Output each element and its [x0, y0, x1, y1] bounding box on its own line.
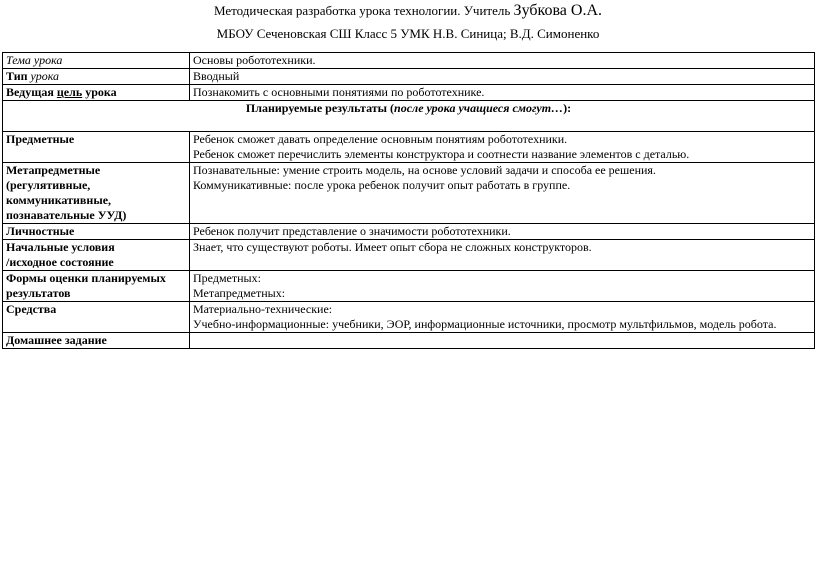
means-value [190, 302, 815, 333]
meta-label-line: (регулятивные, [6, 178, 91, 192]
homework-value [190, 333, 815, 349]
subject-line-2: Ребенок сможет перечислить элементы конструктора и соотнести название элементов с деталью. [193, 147, 690, 161]
lesson-plan-table [2, 52, 815, 349]
meta-label-line: Метапредметные [6, 163, 101, 177]
assessment-label-line: Формы оценки планируемых [6, 271, 166, 285]
subject-line-1: Ребенок сможет давать определение основным понятиям робототехники. [193, 132, 568, 146]
meta-label-line: коммуникативные, [6, 193, 112, 207]
results-header-italic: после урока учащиеся смогут… [394, 101, 564, 115]
doc-subtitle: МБОУ Сеченовская СШ Класс 5 УМК Н.В. Синица; В.Д. Симоненко [216, 26, 600, 41]
table-row [3, 69, 815, 85]
type-label-italic: урока [30, 69, 60, 83]
results-header-pre: Планируемые результаты ( [245, 101, 395, 115]
subject-label: Предметные [3, 132, 190, 163]
table-row [3, 163, 815, 224]
goal-label-underlined: цель [56, 85, 83, 99]
personal-value: Ребенок получит представление о значимости робототехники. [190, 224, 815, 240]
meta-line-2: Коммуникативные: после урока ребенок получит опыт работать в группе. [193, 178, 571, 192]
goal-label [3, 85, 190, 101]
results-header [3, 101, 815, 132]
topic-value: Основы робототехники. [190, 53, 815, 69]
table-row [3, 101, 815, 132]
topic-label: Тема урока [3, 53, 190, 69]
subject-value [190, 132, 815, 163]
type-value: Вводный [190, 69, 815, 85]
table-row [3, 85, 815, 101]
homework-label: Домашнее задание [3, 333, 190, 349]
table-row [3, 302, 815, 333]
means-line-1: Материально-технические: [193, 302, 333, 316]
doc-title-text: Методическая разработка урока технологии. Учитель [213, 3, 514, 18]
meta-label-line: познавательные УУД) [6, 208, 127, 222]
assessment-value [190, 271, 815, 302]
type-label-bold: Тип [6, 69, 28, 83]
results-header-post: ): [563, 101, 572, 115]
means-line-2: Учебно-информационные: учебники, ЭОР, информационные источники, просмотр мультфильмов, модель робота. [193, 317, 777, 331]
assessment-label-line: результатов [6, 286, 71, 300]
goal-label-pre: Ведущая [6, 85, 57, 99]
goal-label-post: урока [82, 85, 117, 99]
assessment-line-2: Метапредметных: [193, 286, 286, 300]
meta-line-1: Познавательные: умение строить модель, на основе условий задачи и способа ее решения. [193, 163, 656, 177]
initial-label [3, 240, 190, 271]
meta-value [190, 163, 815, 224]
goal-value: Познакомить с основными понятиями по робототехнике. [190, 85, 815, 101]
table-row [3, 240, 815, 271]
type-label [3, 69, 190, 85]
initial-label-line: Начальные условия [6, 240, 115, 254]
assessment-label [3, 271, 190, 302]
personal-label: Личностные [3, 224, 190, 240]
teacher-name: Зубкова О.А. [513, 2, 603, 19]
initial-label-line: /исходное состояние [6, 255, 114, 269]
assessment-line-1: Предметных: [193, 271, 261, 285]
means-label: Средства [3, 302, 190, 333]
table-row [3, 333, 815, 349]
initial-value: Знает, что существуют роботы. Имеет опыт сбора не сложных конструкторов. [190, 240, 815, 271]
meta-label [3, 163, 190, 224]
table-row [3, 132, 815, 163]
doc-title [0, 2, 816, 20]
table-row [3, 53, 815, 69]
table-row [3, 271, 815, 302]
table-row [3, 224, 815, 240]
